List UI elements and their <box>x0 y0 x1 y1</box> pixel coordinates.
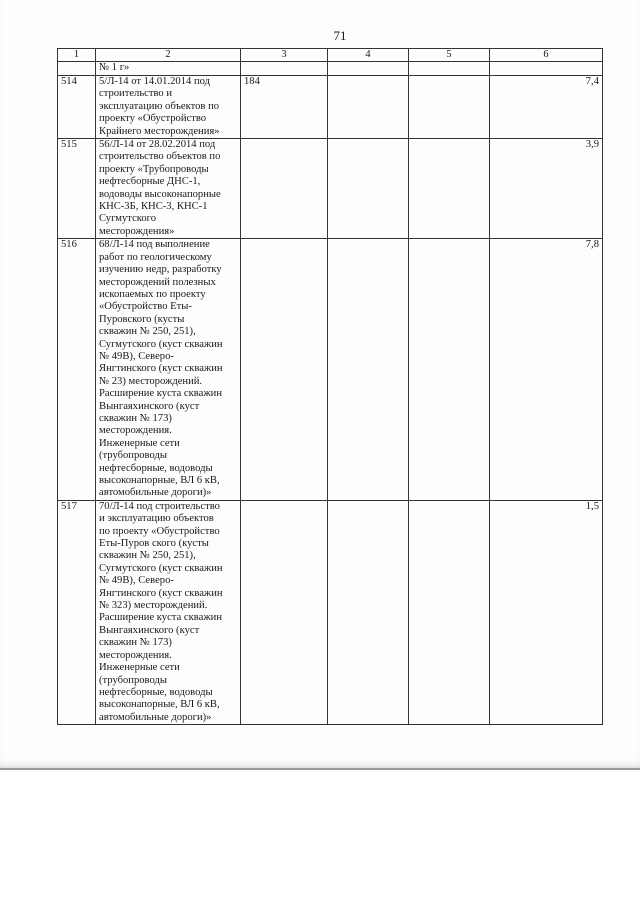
table-header-row <box>58 49 603 62</box>
description-cell: 5/Л-14 от 14.01.2014 под строительство и эксплуатацию объектов по проекту «Обустройство Крайнего месторождения» <box>96 76 241 139</box>
table-row <box>58 76 603 139</box>
page-number: 71 <box>333 28 347 43</box>
description-cell: 68/Л-14 под выполнение работ по геологическому изучению недр, разработку месторождений полезных ископаемых по проекту «Обустройство Еты- Пуровского (кусты скважин № 250, 251), Сугмутского (куст скважин № 49В), Северо- Янгтинского (куст скважин № 23) месторождений. Расширение куста скважин Вынгаяхинского (куст скважин № 173) месторождения. Инженерные сети (трубопроводы нефтесборные, водоводы высоконапорные, ВЛ 6 кВ, автомобильные дороги)» <box>96 239 241 501</box>
value-cell-col6: 7,8 <box>490 239 603 501</box>
column-header: 4 <box>328 49 409 62</box>
row-number-cell: 516 <box>58 239 96 501</box>
value-cell-col3: 184 <box>241 76 328 139</box>
table-row <box>58 139 603 239</box>
value-cell-col3 <box>241 139 328 239</box>
value-cell-col6: 1,5 <box>490 500 603 724</box>
column-header: 3 <box>241 49 328 62</box>
value-cell-col4 <box>328 139 409 239</box>
value-cell-col5 <box>409 500 490 724</box>
row-number-cell <box>58 62 96 76</box>
value-cell-col4 <box>328 500 409 724</box>
description-cell: № 1 г» <box>96 62 241 76</box>
description-cell: 70/Л-14 под строительство и эксплуатацию объектов по проекту «Обустройство Еты-Пуров ского (кусты скважин № 250, 251), Сугмутского (куст скважин № 49В), Северо- Янгтинского (куст скважин № 323) месторождений. Расширение куста скважин Вынгаяхинского (куст скважин № 173) месторождения. Инженерные сети (трубопроводы нефтесборные, водоводы высоконапорные, ВЛ 6 кВ, автомобильные дороги)» <box>96 500 241 724</box>
column-header: 5 <box>409 49 490 62</box>
description-cell: 56/Л-14 от 28.02.2014 под строительство объектов по проекту «Трубопроводы нефтесборные ДНС-1, водоводы высоконапорные КНС-3Б, КНС-3, КНС-1 Сугмутского месторождения» <box>96 139 241 239</box>
value-cell-col3 <box>241 62 328 76</box>
value-cell-col4 <box>328 76 409 139</box>
row-number-cell: 515 <box>58 139 96 239</box>
value-cell-col3 <box>241 500 328 724</box>
value-cell-col5 <box>409 239 490 501</box>
table-row <box>58 500 603 724</box>
value-cell-col5 <box>409 62 490 76</box>
value-cell-col6: 3,9 <box>490 139 603 239</box>
column-header: 2 <box>96 49 241 62</box>
document-table <box>57 48 603 725</box>
column-header: 1 <box>58 49 96 62</box>
row-number-cell: 514 <box>58 76 96 139</box>
value-cell-col4 <box>328 239 409 501</box>
column-header: 6 <box>490 49 603 62</box>
table-row-continuation <box>58 62 603 76</box>
value-cell-col3 <box>241 239 328 501</box>
value-cell-col6 <box>490 62 603 76</box>
value-cell-col5 <box>409 139 490 239</box>
value-cell-col5 <box>409 76 490 139</box>
value-cell-col4 <box>328 62 409 76</box>
row-number-cell: 517 <box>58 500 96 724</box>
table-row <box>58 239 603 501</box>
value-cell-col6: 7,4 <box>490 76 603 139</box>
